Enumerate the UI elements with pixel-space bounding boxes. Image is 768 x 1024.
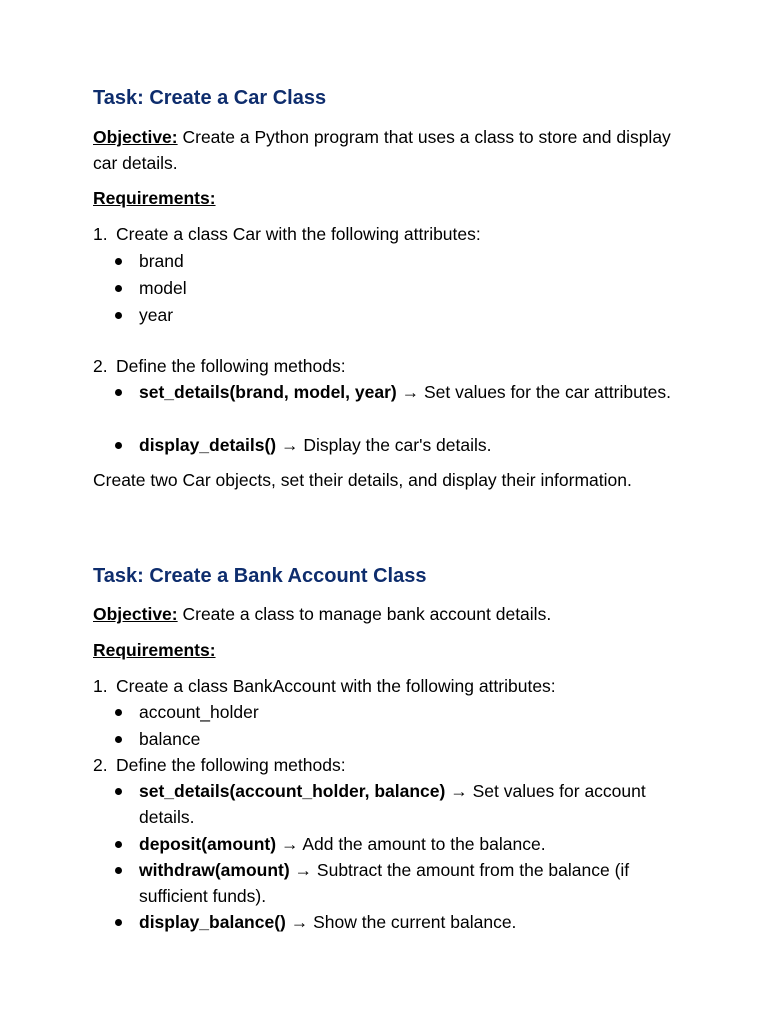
- task1-closing: Create two Car objects, set their details, and display their information.: [93, 470, 632, 490]
- task1-requirements-heading: [93, 185, 683, 211]
- task1-item1-text: Create a class Car with the following attributes:: [116, 224, 481, 244]
- task2-method-desc: → Subtract the amount from the balance (if sufficient funds).: [139, 860, 630, 906]
- bullet-icon: [115, 442, 122, 449]
- task1-method-desc: → Set values for the car attributes.: [396, 382, 672, 402]
- task2-attribute-text: account_holder: [139, 702, 259, 722]
- task1-attribute-item: [115, 275, 685, 301]
- task1-objective-text: Create a Python program that uses a class to store and display car details.: [93, 127, 671, 173]
- task1-attribute-text: brand: [139, 251, 184, 271]
- task2-method-item: [115, 778, 685, 830]
- task2-method-name: deposit(amount): [139, 834, 277, 854]
- task2-item1-text: Create a class BankAccount with the following attributes:: [116, 676, 556, 696]
- task2-attribute-text: balance: [139, 729, 201, 749]
- task2-item2-number: 2.: [93, 755, 108, 775]
- task1-requirement-2: [93, 353, 346, 379]
- bullet-icon: [115, 285, 122, 292]
- task2-method-name: withdraw(amount): [139, 860, 290, 880]
- task1-method-item: [115, 432, 685, 458]
- bullet-icon: [115, 709, 122, 716]
- task2-method-item: [115, 831, 685, 857]
- task2-method-desc: → Show the current balance.: [285, 912, 517, 932]
- task1-attribute-item: [115, 248, 685, 274]
- task2-requirements-heading: [93, 637, 683, 663]
- task1-attribute-text: model: [139, 278, 187, 298]
- task2-requirement-1: [93, 673, 556, 699]
- task1-item2-text: Define the following methods:: [116, 356, 346, 376]
- task2-title: Task: Create a Bank Account Class: [93, 565, 427, 587]
- task2-requirement-2: [93, 752, 346, 778]
- task2-item2-text: Define the following methods:: [116, 755, 346, 775]
- task1-method-item: [115, 379, 685, 405]
- bullet-icon: [115, 788, 122, 795]
- task2-method-name: display_balance(): [139, 912, 286, 932]
- bullet-icon: [115, 736, 122, 743]
- bullet-icon: [115, 312, 122, 319]
- bullet-icon: [115, 389, 122, 396]
- task1-attribute-text: year: [139, 305, 174, 325]
- task1-method-name: display_details(): [139, 435, 277, 455]
- task2-objective-text: Create a class to manage bank account details.: [177, 604, 552, 624]
- task1-requirement-1: [93, 221, 481, 247]
- bullet-icon: [115, 841, 122, 848]
- bullet-icon: [115, 867, 122, 874]
- task2-objective-label: Objective:: [93, 604, 178, 624]
- task1-title: Task: Create a Car Class: [93, 87, 327, 109]
- task1-objective: [93, 124, 683, 176]
- bullet-icon: [115, 258, 122, 265]
- task2-method-desc: → Add the amount to the balance.: [276, 834, 546, 854]
- task1-objective-label: Objective:: [93, 127, 178, 147]
- task2-requirements-label: Requirements:: [93, 640, 216, 660]
- task2-item1-number: 1.: [93, 676, 108, 696]
- task2-method-desc: → Set values for account details.: [139, 781, 646, 827]
- task1-requirements-label: Requirements:: [93, 188, 216, 208]
- task2-objective: [93, 601, 683, 627]
- task1-method-desc: → Display the car's details.: [276, 435, 492, 455]
- task1-item2-number: 2.: [93, 356, 108, 376]
- task2-method-name: set_details(account_holder, balance): [139, 781, 446, 801]
- task1-attribute-item: [115, 302, 685, 328]
- task1-item1-number: 1.: [93, 224, 108, 244]
- task2-attribute-item: [115, 699, 685, 725]
- task1-method-name: set_details(brand, model, year): [139, 382, 397, 402]
- task2-method-item: [115, 857, 685, 909]
- task2-method-item: [115, 909, 685, 935]
- bullet-icon: [115, 919, 122, 926]
- task2-attribute-item: [115, 726, 685, 752]
